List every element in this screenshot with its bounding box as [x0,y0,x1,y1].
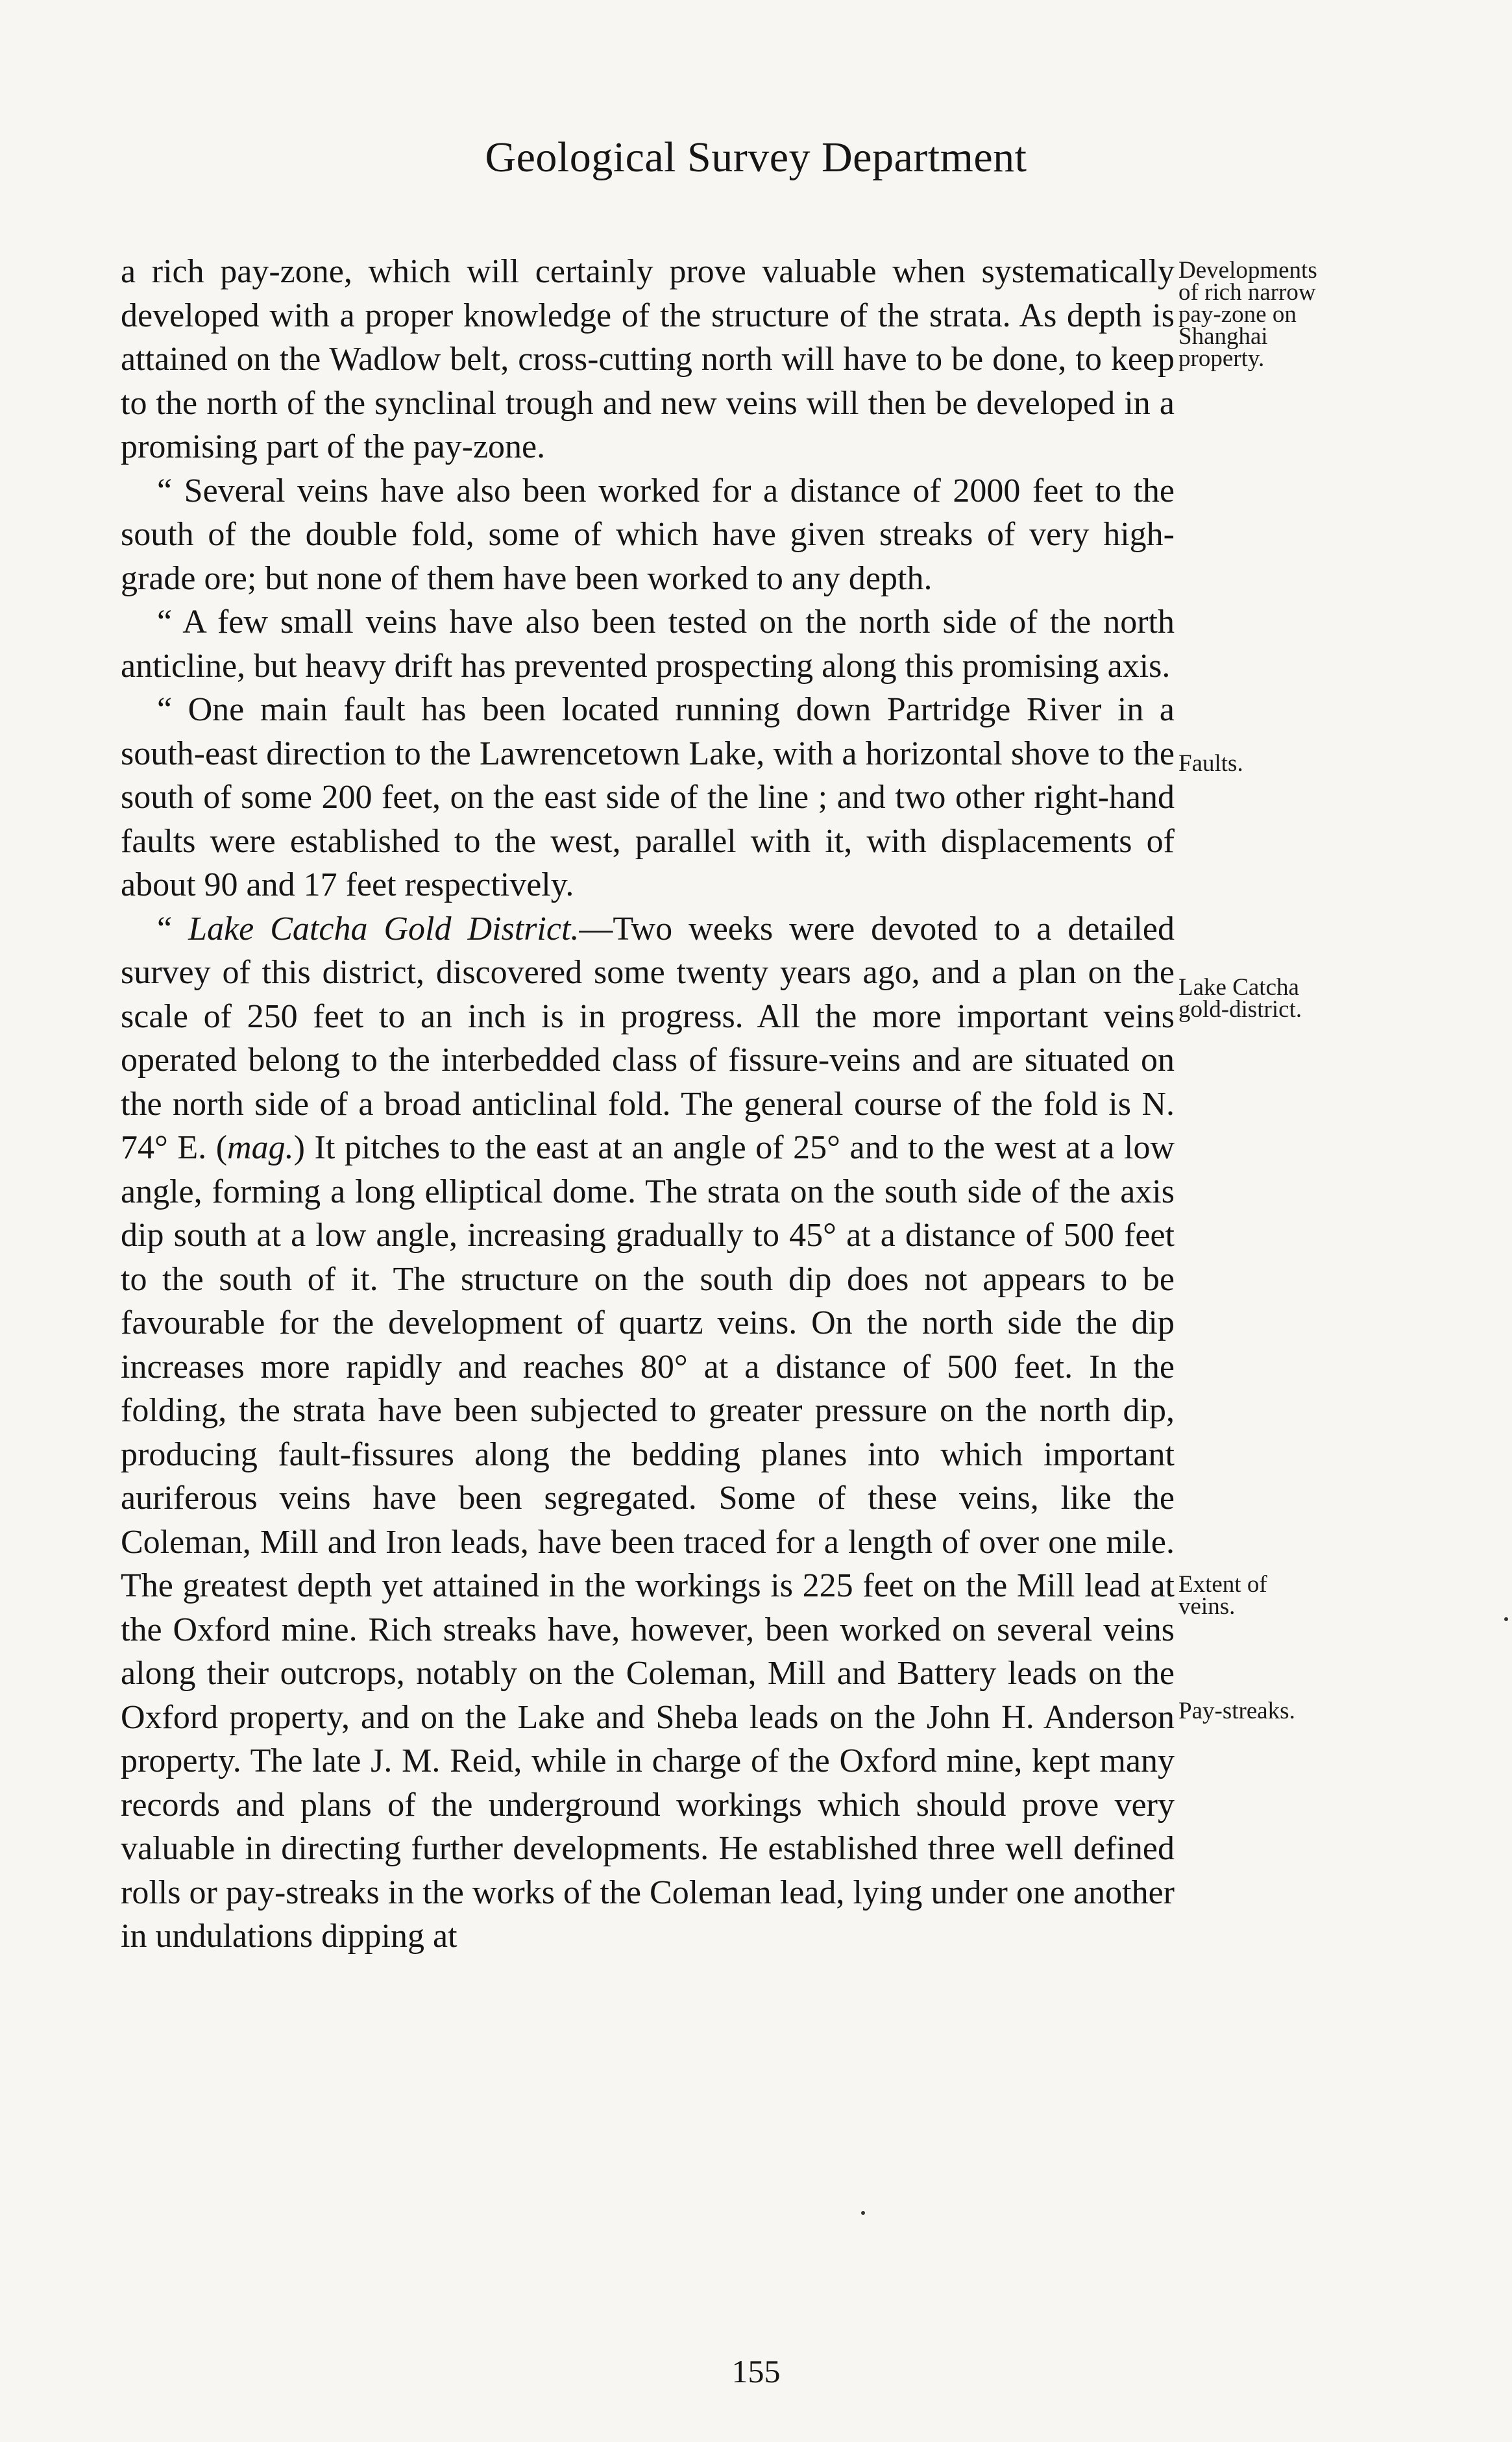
sidenote-line: Shanghai [1178,323,1268,350]
speck-mark [861,2211,865,2215]
sidenote-line: Lake Catcha [1178,974,1299,1001]
sidenote-line: pay-zone on [1178,301,1297,328]
sidenote-extent-of-veins [1178,1571,1393,1620]
paragraph-5-text-a: —Two weeks were devoted to a detailed survey of this district, discovered some twenty years ago, and a plan on the scale of 250 feet to an inch is in progress. All the more important veins operated belong to the interbedded class of fissure-veins and are situated on the north side of a broad anticlinal fold. The general course of the fold is N. 74° E. ( [121,910,1175,1166]
sidenote-pay-streaks [1178,1700,1393,1722]
sidenote-line: property. [1178,345,1265,372]
paragraph-4: “ One main fault has been located running down Partridge River in a south-east direction to the Lawrencetown Lake, with a horizontal shove to the south of some 200 feet, on the east side of the line ; and two other right-hand faults were established to the west, parallel with it, with displacements of about 90 and 17 feet respectively. [121,691,1175,903]
paragraph-3: “ A few small veins have also been tested on the north side of the north anticline, but heavy drift has prevented prospecting along this promising axis. [121,604,1175,685]
paragraph-5-text-b: ) It pitches to the east at an angle of 25° and to the west at a low angle, forming a long elliptical dome. The strata on the south side of the axis dip south at a low angle, increasing gradually to 45° at a distance of 500 feet to the south of it. The structure on the south dip does not appears to be favourable for the development of quartz veins. On the north side the dip increases more rapidly and reaches 80° at a distance of 500 feet. In the folding, the strata have been subjected to greater pressure on the north dip, producing fault-fissures along the bedding planes into which important auriferous veins have been segregated. Some of these veins, like the Coleman, Mill and Iron leads, have been traced for a length of over one mile. The greatest depth yet attained in the workings is 225 feet on the Mill lead at the Oxford mine. Rich streaks have, however, been worked on several veins along their outcrops, notably on the Coleman, Mill and Battery leads on the Oxford property, and on the Lake and Sheba leads on the John H. Anderson property. The late J. M. Reid, while in charge of the Oxford mine, kept many records and plans of the underground workings which should prove very valuable in directing further developments. He established three well defined rolls or pay-streaks in the works of the Coleman lead, lying under one another in undulations dipping at [121,1129,1175,1955]
body-text [121,250,1175,1959]
sidenote-faults [1178,750,1393,777]
paragraph-5-open-quote: “ [157,910,189,947]
paragraph-2: “ Several veins have also been worked for a distance of 2000 feet to the south of the double fold, some of which have given streaks of very high-grade ore; but none of them have been worked to any depth. [121,472,1175,597]
sidenote-line: veins. [1178,1593,1236,1620]
paragraph-5 [121,907,1175,1959]
page-number: 155 [731,2353,781,2389]
sidenote-line: gold-district. [1178,996,1302,1023]
sidenote-line: Developments [1178,257,1317,284]
speck-mark [1504,1617,1508,1621]
section-heading-lake-catcha: Lake Catcha Gold District. [188,910,579,947]
running-header: Geological Survey Department [485,134,1027,181]
paragraph-1: a rich pay-zone, which will certainly prove valuable when systematically developed with a proper knowledge of the structure of the strata. As depth is attained on the Wadlow belt, cross-cutting north will have to be done, to keep to the north of the synclinal trough and new veins will then be developed in a promising part of the pay-zone. [121,253,1175,465]
magnetic-abbrev: mag. [227,1129,294,1166]
sidenote-line: Faults. [1178,750,1243,777]
sidenote-line: Extent of [1178,1571,1267,1598]
sidenote-line: of rich narrow [1178,279,1316,306]
sidenote-line: Pay-streaks. [1178,1698,1295,1724]
sidenote-developments [1178,257,1393,372]
sidenote-lake-catcha [1178,974,1393,1023]
